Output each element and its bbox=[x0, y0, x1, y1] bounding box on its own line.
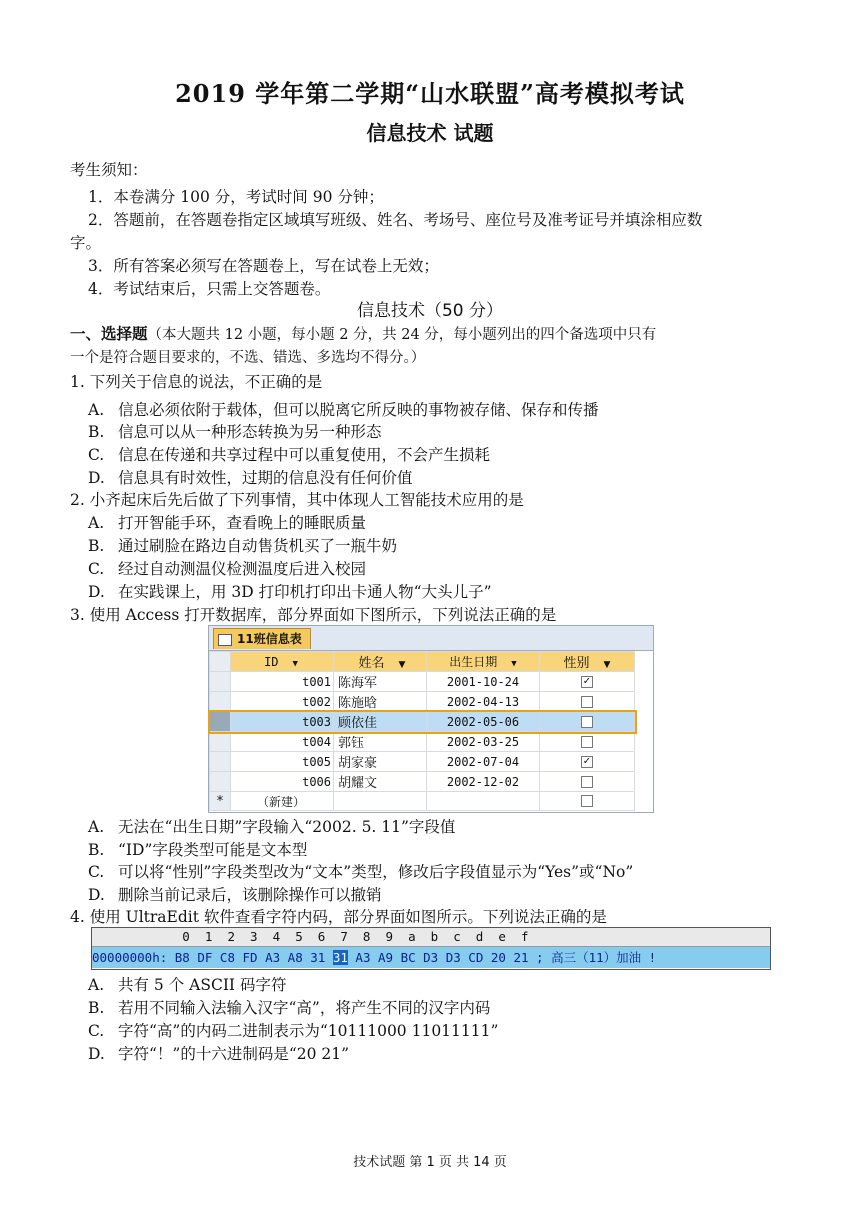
option-label: C. bbox=[88, 560, 105, 578]
gender-checkbox[interactable] bbox=[581, 776, 593, 788]
column-header[interactable] bbox=[427, 652, 540, 672]
column-header[interactable] bbox=[540, 652, 635, 672]
section-desc-line bbox=[70, 322, 656, 344]
row-selector[interactable] bbox=[210, 712, 231, 732]
date-cell[interactable]: 2002-12-02 bbox=[427, 772, 540, 792]
option-label: D. bbox=[88, 469, 105, 487]
access-tab-bar bbox=[209, 626, 653, 651]
option bbox=[88, 838, 307, 860]
gender-checkbox[interactable] bbox=[581, 716, 593, 728]
option bbox=[88, 973, 287, 995]
id-cell[interactable]: t004 bbox=[231, 732, 334, 752]
option-label: B. bbox=[88, 841, 105, 859]
hex-column-header: 0 1 2 3 4 5 6 7 8 9 a b c d e f bbox=[92, 928, 770, 947]
notice-item: 4．考试结束后，只需上交答题卷。 bbox=[88, 280, 331, 298]
table-row[interactable] bbox=[210, 672, 635, 692]
table-row[interactable] bbox=[210, 772, 635, 792]
option-text: 若用不同输入法输入汉字“高”，将产生不同的汉字内码 bbox=[118, 999, 491, 1017]
page-footer: 技术试题 第 1 页 共 14 页 bbox=[353, 1155, 507, 1170]
option-label: C. bbox=[88, 1022, 105, 1040]
gender-cell[interactable] bbox=[540, 752, 635, 772]
date-cell[interactable]: 2002-04-13 bbox=[427, 692, 540, 712]
name-cell[interactable]: 胡耀文 bbox=[334, 772, 427, 792]
gender-cell[interactable] bbox=[540, 672, 635, 692]
question-stem: 2. 小齐起床后先后做了下列事情，其中体现人工智能技术应用的是 bbox=[70, 491, 524, 509]
gender-checkbox[interactable] bbox=[581, 696, 593, 708]
section-title: 信息技术（50 分） bbox=[356, 301, 504, 321]
dropdown-arrow-icon[interactable]: ▼ bbox=[292, 658, 298, 669]
row-selector[interactable] bbox=[210, 752, 231, 772]
gender-cell[interactable] bbox=[540, 712, 635, 732]
notice-item: 字。 bbox=[70, 234, 102, 252]
id-cell[interactable]: t006 bbox=[231, 772, 334, 792]
table-icon bbox=[218, 634, 232, 646]
option bbox=[88, 996, 490, 1018]
option-text: “ID”字段类型可能是文本型 bbox=[118, 841, 308, 859]
new-record-row[interactable] bbox=[210, 792, 635, 811]
page-subtitle: 信息技术 试题 bbox=[366, 121, 494, 145]
hex-bytes: 00000000h: B8 DF C8 FD A3 A8 31 bbox=[92, 950, 333, 965]
notice-item: 2．答题前，在答题卷指定区域填写班级、姓名、考场号、座位号及准考证号并填涂相应数 bbox=[88, 211, 703, 229]
option-text: 在实践课上，用 3D 打印机打印出卡通人物“大头儿子” bbox=[118, 583, 492, 601]
question-stem: 1. 下列关于信息的说法，不正确的是 bbox=[70, 373, 323, 391]
header-row bbox=[210, 652, 635, 672]
page-title: 2019 学年第二学期“山水联盟”高考模拟考试 bbox=[175, 79, 685, 108]
option bbox=[88, 420, 382, 442]
column-header-label: 性别 bbox=[563, 656, 590, 671]
table-row[interactable] bbox=[210, 732, 635, 752]
option-label: B. bbox=[88, 537, 105, 555]
row-selector[interactable] bbox=[210, 772, 231, 792]
option-label: D. bbox=[88, 1045, 105, 1063]
option-label: D. bbox=[88, 886, 105, 904]
name-cell[interactable]: 陈施晗 bbox=[334, 692, 427, 712]
row-selector[interactable] bbox=[210, 692, 231, 712]
option-text: 信息必须依附于载体，但可以脱离它所反映的事物被存储、保存和传播 bbox=[118, 401, 599, 419]
option-text: 信息可以从一种形态转换为另一种形态 bbox=[118, 423, 382, 441]
row-selector[interactable] bbox=[210, 672, 231, 692]
dropdown-arrow-icon[interactable]: ▼ bbox=[603, 660, 611, 670]
gender-cell[interactable] bbox=[540, 732, 635, 752]
date-cell[interactable]: 2002-05-06 bbox=[427, 712, 540, 732]
option-text: 经过自动测温仪检测温度后进入校园 bbox=[118, 560, 367, 578]
name-cell[interactable]: 陈海军 bbox=[334, 672, 427, 692]
option bbox=[88, 1042, 349, 1064]
option-text: 字符“高”的内码二进制表示为“10111000 11011111” bbox=[118, 1022, 499, 1040]
gender-checkbox[interactable] bbox=[581, 795, 593, 807]
option-label: D. bbox=[88, 583, 105, 601]
option bbox=[88, 511, 366, 533]
notice-item: 3．所有答案必须写在答题卷上，写在试卷上无效； bbox=[88, 257, 439, 275]
dropdown-arrow-icon[interactable]: ▼ bbox=[398, 660, 406, 670]
option bbox=[88, 1019, 498, 1041]
column-header[interactable] bbox=[231, 652, 334, 672]
option-text: 可以将“性别”字段类型改为“文本”类型，修改后字段值显示为“Yes”或“No” bbox=[118, 863, 634, 881]
option-text: 无法在“出生日期”字段输入“2002. 5. 11”字段值 bbox=[118, 818, 456, 836]
row-selector[interactable] bbox=[210, 732, 231, 752]
new-record-marker: * bbox=[210, 792, 231, 811]
name-cell[interactable]: 郭钰 bbox=[334, 732, 427, 752]
id-cell[interactable]: t002 bbox=[231, 692, 334, 712]
access-tab[interactable] bbox=[213, 628, 311, 649]
id-cell[interactable]: t005 bbox=[231, 752, 334, 772]
dropdown-arrow-icon[interactable]: ▼ bbox=[511, 659, 517, 669]
option-label: C. bbox=[88, 863, 105, 881]
select-all-cell[interactable] bbox=[210, 652, 231, 672]
option-label: A. bbox=[88, 976, 105, 994]
gender-cell[interactable] bbox=[540, 692, 635, 712]
option bbox=[88, 815, 455, 837]
option bbox=[88, 398, 599, 420]
option-text: 信息在传递和共享过程中可以重复使用，不会产生损耗 bbox=[118, 446, 491, 464]
ultraedit-hex-view bbox=[91, 927, 771, 970]
option-text: 字符“！”的十六进制码是“20 21” bbox=[118, 1045, 350, 1063]
name-cell[interactable]: 顾依佳 bbox=[334, 712, 427, 732]
date-cell[interactable]: 2001-10-24 bbox=[427, 672, 540, 692]
option-text: 通过刷脸在路边自动售货机买了一瓶牛奶 bbox=[118, 537, 398, 555]
option-text: 打开智能手环，查看晚上的睡眠质量 bbox=[118, 514, 367, 532]
hex-selected-byte[interactable]: 31 bbox=[332, 950, 348, 965]
id-cell[interactable]: t001 bbox=[231, 672, 334, 692]
notice-item: 1．本卷满分 100 分，考试时间 90 分钟； bbox=[88, 188, 384, 206]
question-stem: 3. 使用 Access 打开数据库，部分界面如下图所示，下列说法正确的是 bbox=[70, 606, 557, 624]
new-record-label[interactable]: （新建） bbox=[231, 792, 334, 811]
table-row[interactable] bbox=[210, 752, 635, 772]
option bbox=[88, 557, 366, 579]
date-cell[interactable]: 2002-07-04 bbox=[427, 752, 540, 772]
section-desc: （本大题共 12 小题，每小题 2 分，共 24 分，每小题列出的四个备选项中只有 bbox=[147, 327, 657, 343]
option bbox=[88, 443, 490, 465]
option bbox=[88, 466, 413, 488]
option-label: A. bbox=[88, 514, 105, 532]
gender-checkbox[interactable]: ✓ bbox=[582, 675, 592, 687]
id-cell[interactable]: t003 bbox=[231, 712, 334, 732]
option-label: B. bbox=[88, 999, 105, 1017]
column-header-label: ID bbox=[264, 654, 279, 669]
gender-cell[interactable] bbox=[540, 792, 635, 811]
access-datasheet bbox=[209, 651, 635, 811]
hex-bytes-and-text: A3 A9 BC D3 D3 CD 20 21 ; 高三（11）加油 ! bbox=[347, 950, 657, 965]
gender-checkbox[interactable]: ✓ bbox=[582, 755, 592, 767]
access-tab-label: 11班信息表 bbox=[237, 632, 302, 646]
option bbox=[88, 860, 633, 882]
option bbox=[88, 580, 492, 602]
name-cell[interactable]: 胡家豪 bbox=[334, 752, 427, 772]
option-label: C. bbox=[88, 446, 105, 464]
column-header-label: 姓名 bbox=[358, 656, 385, 671]
access-table-window bbox=[208, 625, 654, 813]
option-label: A. bbox=[88, 818, 105, 836]
notice-heading: 考生须知： bbox=[70, 161, 148, 179]
table-row-current[interactable] bbox=[210, 712, 635, 732]
date-cell[interactable]: 2002-03-25 bbox=[427, 732, 540, 752]
column-header-label: 出生日期 bbox=[449, 655, 498, 669]
gender-cell[interactable] bbox=[540, 772, 635, 792]
option bbox=[88, 534, 397, 556]
date-cell[interactable] bbox=[427, 792, 540, 811]
option bbox=[88, 883, 382, 905]
table-row[interactable] bbox=[210, 692, 635, 712]
option-text: 删除当前记录后，该删除操作可以撤销 bbox=[118, 886, 382, 904]
column-header[interactable] bbox=[334, 652, 427, 672]
gender-checkbox[interactable] bbox=[581, 736, 593, 748]
option-label: B. bbox=[88, 423, 105, 441]
hex-row[interactable] bbox=[92, 947, 770, 968]
option-label: A. bbox=[88, 401, 105, 419]
name-cell[interactable] bbox=[334, 792, 427, 811]
section-desc: 一个是符合题目要求的，不选、错选、多选均不得分。） bbox=[70, 350, 426, 366]
option-text: 信息具有时效性，过期的信息没有任何价值 bbox=[118, 469, 413, 487]
option-text: 共有 5 个 ASCII 码字符 bbox=[118, 976, 287, 994]
section-heading: 一、选择题 bbox=[70, 325, 148, 343]
question-stem: 4. 使用 UltraEdit 软件查看字符内码，部分界面如图所示。下列说法正确的是 bbox=[70, 908, 607, 926]
